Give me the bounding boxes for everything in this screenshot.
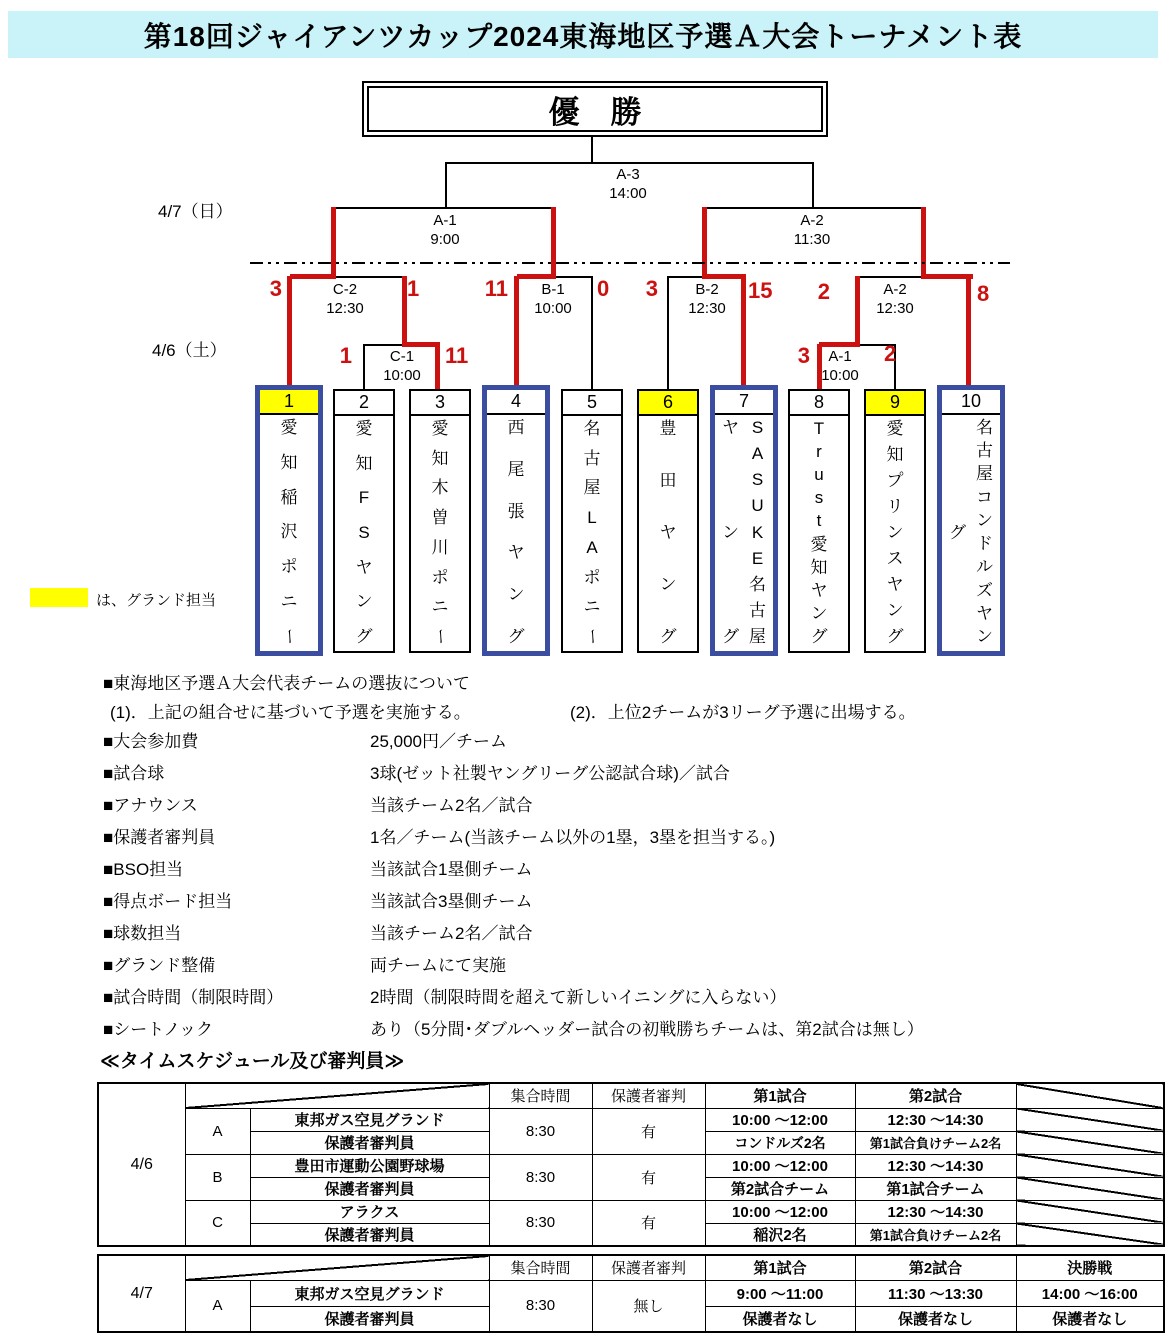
champion-label: 優 勝 bbox=[367, 86, 823, 132]
game-time: 12:30 bbox=[876, 300, 914, 317]
team-number: 10 bbox=[942, 390, 1000, 415]
note-value: 当該試合3塁側チーム bbox=[370, 892, 533, 911]
header-parent-umpire: 保護者審判 bbox=[592, 1083, 705, 1108]
cell-game2-duty-a: 第1試合負けチーム2名 bbox=[855, 1131, 1016, 1154]
date-sunday-label: 4/7（日） bbox=[158, 202, 233, 221]
date-saturday-label: 4/6（土） bbox=[152, 341, 227, 360]
team-name-column: 愛 知 F S ヤ ン グ bbox=[355, 419, 373, 646]
header-meet-time: 集合時間 bbox=[489, 1255, 592, 1280]
cell-umpire-row-b: 保護者審判員 bbox=[250, 1177, 489, 1200]
team-box bbox=[864, 389, 926, 653]
bracket-line bbox=[445, 162, 447, 208]
note-value: 当該チーム2名／試合 bbox=[370, 924, 533, 943]
note-value: 当該試合1塁側チーム bbox=[370, 860, 533, 879]
selection-line bbox=[0, 698, 1166, 722]
header-final: 決勝戦 bbox=[1016, 1255, 1164, 1280]
team-box bbox=[482, 385, 550, 656]
note-value: 当該チーム2名／試合 bbox=[370, 796, 533, 815]
note-row bbox=[103, 1015, 1153, 1047]
header-parent-umpire: 保護者審判 bbox=[592, 1255, 705, 1280]
bracket-winner-line bbox=[702, 207, 707, 278]
cell-umpire-b: 有 bbox=[592, 1154, 705, 1200]
team-name-column: 愛 知 稲 沢 ポ ニ ー bbox=[279, 418, 299, 645]
note-label: ■BSO担当 bbox=[103, 860, 184, 879]
hatched-cell bbox=[1016, 1108, 1164, 1131]
bracket-line bbox=[591, 137, 593, 162]
cell-game1-time-c: 10:00 ～12:00 bbox=[705, 1200, 855, 1223]
team-number: 1 bbox=[260, 390, 318, 415]
cell-meet-c: 8:30 bbox=[489, 1200, 592, 1246]
team-name bbox=[487, 415, 545, 651]
bracket-winner-line bbox=[331, 207, 336, 278]
header-diagonal-cell bbox=[185, 1083, 489, 1108]
score-b2-left: 3 bbox=[645, 276, 658, 301]
cell-game2-duty-c: 第1試合負けチーム2名 bbox=[855, 1223, 1016, 1246]
note-value: 25,000円／チーム bbox=[370, 732, 507, 751]
cell-game1-duty-c: 稲沢2名 bbox=[705, 1223, 855, 1246]
game-label-final bbox=[583, 165, 673, 203]
team-name bbox=[411, 416, 469, 651]
team-box bbox=[937, 385, 1005, 656]
hatched-cell bbox=[1016, 1223, 1164, 1246]
hatched-cell bbox=[1016, 1177, 1164, 1200]
team-name-column: 名 古 屋 L A ポ ニ ー bbox=[582, 419, 602, 645]
team-name-column: 愛 知 プ リ ン ス ヤ ン グ bbox=[886, 419, 904, 646]
cell-game2-time-c: 12:30 ～14:30 bbox=[855, 1200, 1016, 1223]
team-box bbox=[255, 385, 323, 656]
note-row bbox=[103, 823, 1153, 855]
score-a1-right: 2 bbox=[884, 341, 897, 366]
cell-umpire-c: 有 bbox=[592, 1200, 705, 1246]
cell-final-time: 14:00 ～16:00 bbox=[1016, 1280, 1164, 1306]
note-label: ■シートノック bbox=[103, 1020, 214, 1039]
score-a2-left: 2 bbox=[817, 279, 830, 304]
legend-label: は、グランド担当 bbox=[96, 592, 217, 609]
bracket-winner-line bbox=[921, 207, 926, 278]
bracket-winner-line bbox=[702, 274, 746, 279]
cell-meet-b: 8:30 bbox=[489, 1154, 592, 1200]
score-c2-right: 1 bbox=[407, 276, 420, 301]
score-c2-left: 3 bbox=[269, 276, 282, 301]
note-row bbox=[103, 791, 1153, 823]
bracket-winner-line bbox=[551, 207, 556, 278]
team-name bbox=[715, 415, 773, 651]
note-label: ■保護者審判員 bbox=[103, 828, 216, 847]
team-name bbox=[942, 415, 1000, 651]
bracket-line bbox=[812, 162, 814, 208]
game-time: 11:30 bbox=[793, 231, 831, 248]
cell-ground-c: アラクス bbox=[250, 1200, 489, 1223]
score-b2-right: 15 bbox=[748, 278, 773, 303]
note-value: 両チームにて実施 bbox=[370, 956, 506, 975]
note-value: あり（5分間･ダブルヘッダー試合の初戦勝ちチームは、第2試合は無し） bbox=[370, 1020, 924, 1039]
schedule-table-0406-wrap bbox=[97, 1082, 1165, 1247]
cell-meet-a: 8:30 bbox=[489, 1280, 592, 1332]
bracket-line bbox=[335, 207, 556, 209]
legend-yellow-swatch bbox=[30, 588, 88, 607]
team-number: 9 bbox=[866, 391, 924, 416]
bracket-winner-line bbox=[290, 274, 336, 279]
note-label: ■球数担当 bbox=[103, 924, 182, 943]
note-row bbox=[103, 855, 1153, 887]
game-time: 12:30 bbox=[688, 300, 726, 317]
cell-game1-time-b: 10:00 ～12:00 bbox=[705, 1154, 855, 1177]
team-name-column: ヤ ン グ bbox=[722, 418, 739, 646]
game-name: A-2 bbox=[800, 212, 824, 229]
note-row bbox=[103, 983, 1153, 1015]
game-name: B-1 bbox=[541, 281, 565, 298]
score-c1-right: 11 bbox=[445, 343, 469, 368]
game-label-b2 bbox=[662, 280, 752, 318]
hatched-cell bbox=[1016, 1200, 1164, 1223]
team-number: 2 bbox=[335, 391, 393, 416]
team-name-column: 西 尾 張 ヤ ン グ bbox=[507, 418, 525, 646]
team-number: 6 bbox=[639, 391, 697, 416]
cell-date-0407: 4/7 bbox=[98, 1255, 185, 1332]
selection-item-1: (1)．上記の組合せに基づいて予選を実施する。 bbox=[110, 703, 471, 722]
cell-group-a: A bbox=[185, 1108, 250, 1154]
score-a2-right: 8 bbox=[977, 281, 990, 306]
note-row bbox=[103, 759, 1153, 791]
cell-umpire-a: 有 bbox=[592, 1108, 705, 1154]
team-box bbox=[637, 389, 699, 653]
notes-list bbox=[103, 727, 1153, 1047]
cell-game1-duty-a: コンドルズ2名 bbox=[705, 1131, 855, 1154]
team-number: 7 bbox=[715, 390, 773, 415]
cell-group-b: B bbox=[185, 1154, 250, 1200]
note-label: ■大会参加費 bbox=[103, 732, 199, 751]
cell-game1-duty: 保護者なし bbox=[705, 1306, 855, 1332]
cell-umpire-row: 保護者審判員 bbox=[250, 1306, 489, 1332]
cell-game1-time: 9:00 ～11:00 bbox=[705, 1280, 855, 1306]
game-name: A-3 bbox=[616, 166, 640, 183]
note-row bbox=[103, 919, 1153, 951]
cell-umpire-a: 無し bbox=[592, 1280, 705, 1332]
page-title: 第18回ジャイアンツカップ2024東海地区予選Ａ大会トーナメント表 bbox=[8, 11, 1158, 58]
game-name: A-2 bbox=[883, 281, 907, 298]
game-name: A-1 bbox=[433, 212, 457, 229]
bracket-winner-line bbox=[287, 276, 292, 389]
team-box bbox=[409, 389, 471, 653]
champion-box bbox=[362, 81, 828, 137]
bracket-winner-line bbox=[517, 274, 556, 279]
team-name-column: 名 古 屋 コ ン ド ル ズ ヤ ン bbox=[976, 418, 993, 646]
day-divider-dashed-line bbox=[250, 262, 1010, 264]
cell-umpire-row-a: 保護者審判員 bbox=[250, 1131, 489, 1154]
game-time: 10:00 bbox=[383, 367, 421, 384]
game-time: 9:00 bbox=[430, 231, 460, 248]
team-name bbox=[563, 416, 621, 651]
cell-ground-a: 東邦ガス空見グランド bbox=[250, 1108, 489, 1131]
team-name-column: T r u s t 愛 知 ヤ ン グ bbox=[810, 419, 828, 646]
score-b1-right: 0 bbox=[597, 276, 610, 301]
note-label: ■アナウンス bbox=[103, 796, 198, 815]
header-game2: 第2試合 bbox=[855, 1255, 1016, 1280]
team-name bbox=[866, 416, 924, 651]
cell-group-c: C bbox=[185, 1200, 250, 1246]
cell-ground-a: 東邦ガス空見グランド bbox=[250, 1280, 489, 1306]
header-meet-time: 集合時間 bbox=[489, 1083, 592, 1108]
game-name: B-2 bbox=[695, 281, 719, 298]
team-box bbox=[333, 389, 395, 653]
score-c1-left: 1 bbox=[339, 343, 352, 368]
team-box bbox=[788, 389, 850, 653]
cell-game2-duty-b: 第1試合チーム bbox=[855, 1177, 1016, 1200]
team-name-column: S A S U K E 名 古 屋 bbox=[749, 418, 766, 646]
cell-game2-time: 11:30 ～13:30 bbox=[855, 1280, 1016, 1306]
note-row bbox=[103, 951, 1153, 983]
team-name-column: 豊 田 ヤ ン グ bbox=[659, 419, 677, 646]
note-row bbox=[103, 727, 1153, 759]
score-a1-left: 3 bbox=[797, 343, 810, 368]
team-name bbox=[335, 416, 393, 651]
note-label: ■得点ボード担当 bbox=[103, 892, 233, 911]
score-b1-left: 11 bbox=[484, 276, 508, 301]
note-label: ■試合球 bbox=[103, 764, 165, 783]
cell-ground-b: 豊田市運動公園野球場 bbox=[250, 1154, 489, 1177]
header-game2: 第2試合 bbox=[855, 1083, 1016, 1108]
schedule-heading: ≪タイムスケジュール及び審判員≫ bbox=[100, 1051, 405, 1072]
header-diagonal-cell bbox=[185, 1255, 489, 1280]
cell-game1-time-a: 10:00 ～12:00 bbox=[705, 1108, 855, 1131]
game-name: C-2 bbox=[332, 281, 358, 298]
header-game1: 第1試合 bbox=[705, 1255, 855, 1280]
game-time: 12:30 bbox=[326, 300, 364, 317]
game-label-semi-right bbox=[767, 211, 857, 249]
game-name: A-1 bbox=[828, 348, 852, 365]
game-name: C-1 bbox=[389, 348, 415, 365]
game-label-c2 bbox=[300, 280, 390, 318]
team-name bbox=[790, 416, 848, 651]
schedule-table-0407 bbox=[97, 1254, 1165, 1333]
cell-meet-a: 8:30 bbox=[489, 1108, 592, 1154]
note-value: 2時間（制限時間を超えて新しいイニングに入らない） bbox=[370, 988, 787, 1007]
team-number: 4 bbox=[487, 390, 545, 415]
cell-final-duty: 保護者なし bbox=[1016, 1306, 1164, 1332]
cell-game2-time-b: 12:30 ～14:30 bbox=[855, 1154, 1016, 1177]
team-box bbox=[710, 385, 778, 656]
selection-item-2: (2)．上位2チームが3リーグ予選に出場する。 bbox=[570, 703, 916, 722]
cell-game2-time-a: 12:30 ～14:30 bbox=[855, 1108, 1016, 1131]
cell-game1-duty-b: 第2試合チーム bbox=[705, 1177, 855, 1200]
game-label-c1 bbox=[357, 347, 447, 385]
team-number: 5 bbox=[563, 391, 621, 416]
game-label-a2 bbox=[850, 280, 940, 318]
game-time: 10:00 bbox=[821, 367, 859, 384]
team-name-column: 愛 知 木 曽 川 ポ ニ ー bbox=[430, 419, 450, 645]
hatched-cell bbox=[1016, 1131, 1164, 1154]
note-label: ■グランド整備 bbox=[103, 956, 216, 975]
note-value: 1名／チーム(当該チーム以外の1塁，3塁を担当する。) bbox=[370, 828, 776, 847]
team-name bbox=[260, 415, 318, 651]
hatched-cell bbox=[1016, 1154, 1164, 1177]
selection-title: ■東海地区予選Ａ大会代表チームの選抜について bbox=[103, 674, 470, 693]
game-time: 14:00 bbox=[609, 185, 647, 202]
team-number: 8 bbox=[790, 391, 848, 416]
bracket-line bbox=[445, 162, 814, 164]
note-value: 3球(ゼット社製ヤングリーグ公認試合球)／試合 bbox=[370, 764, 730, 783]
team-box bbox=[561, 389, 623, 653]
game-time: 10:00 bbox=[534, 300, 572, 317]
team-name bbox=[639, 416, 697, 651]
team-number: 3 bbox=[411, 391, 469, 416]
header-game1: 第1試合 bbox=[705, 1083, 855, 1108]
note-row bbox=[103, 887, 1153, 919]
game-label-b1 bbox=[508, 280, 598, 318]
bracket-winner-line bbox=[966, 276, 971, 389]
header-hatched-cell bbox=[1016, 1083, 1164, 1108]
bracket-line bbox=[705, 207, 921, 209]
game-label-semi-left bbox=[400, 211, 490, 249]
cell-umpire-row-c: 保護者審判員 bbox=[250, 1223, 489, 1246]
cell-game2-duty: 保護者なし bbox=[855, 1306, 1016, 1332]
schedule-table-0406 bbox=[97, 1082, 1165, 1247]
schedule-table-0407-wrap bbox=[97, 1254, 1165, 1333]
note-label: ■試合時間（制限時間） bbox=[103, 988, 284, 1007]
team-name-column: グ bbox=[949, 522, 966, 542]
cell-group-a: A bbox=[185, 1280, 250, 1332]
cell-date-0406: 4/6 bbox=[98, 1083, 185, 1246]
